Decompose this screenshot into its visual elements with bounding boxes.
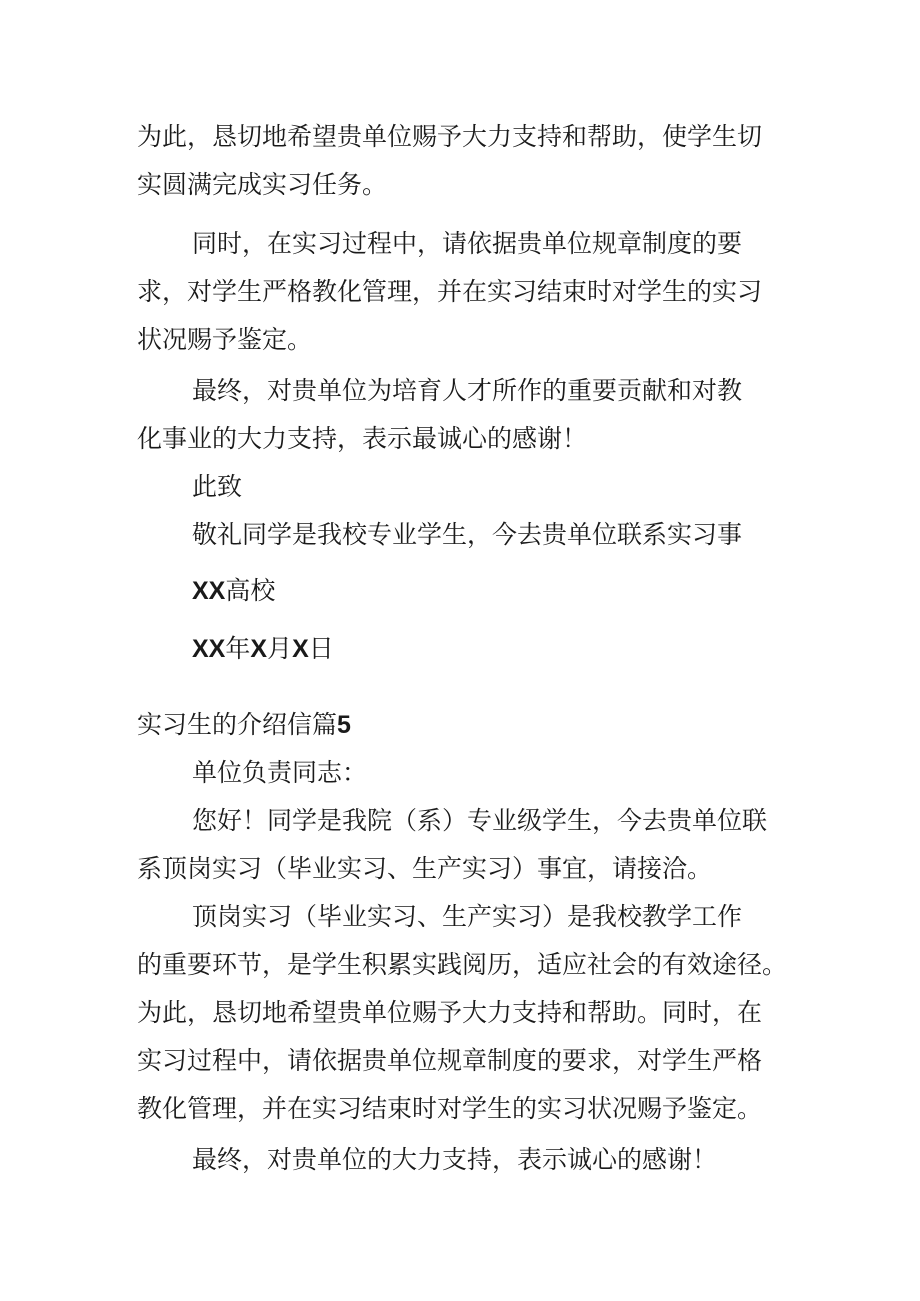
paragraph-line: 最终，对贵单位为培育人才所作的重要贡献和对教 <box>192 376 743 405</box>
paragraph-line: 求，对学生严格教化管理，并在实习结束时对学生的实习 <box>137 277 763 306</box>
org-prefix: XX <box>192 577 226 605</box>
closing-salutation: 此致 <box>192 472 243 501</box>
org-suffix: 高校 <box>225 576 276 605</box>
paragraph-line: 实圆满完成实习任务。 <box>137 170 388 199</box>
letter-salutation: 单位负责同志： <box>192 758 368 787</box>
date-year-value: XX <box>192 635 226 663</box>
date-month-label: 月 <box>267 634 293 663</box>
paragraph-line: 为此，恳切地希望贵单位赐予大力支持和帮助。同时，在 <box>137 998 763 1027</box>
section-title <box>137 710 787 740</box>
paragraph-line: 的重要环节，是学生积累实践阅历，适应社会的有效途径。 <box>137 950 788 979</box>
paragraph-line: 同时，在实习过程中，请依据贵单位规章制度的要 <box>192 229 743 258</box>
paragraph-line: 顶岗实习（毕业实习、生产实习）是我校教学工作 <box>192 902 743 931</box>
closing-regards: 敬礼同学是我校专业学生，今去贵单位联系实习事 <box>192 520 743 549</box>
signature-organization <box>192 576 842 606</box>
paragraph-line: 实习过程中，请依据贵单位规章制度的要求，对学生严格 <box>137 1046 763 1075</box>
date-month-value: X <box>250 635 268 663</box>
date-day-label: 日 <box>308 634 334 663</box>
paragraph-line: 系顶岗实习（毕业实习、生产实习）事宜，请接洽。 <box>137 854 713 883</box>
paragraph-line: 为此，恳切地希望贵单位赐予大力支持和帮助，使学生切 <box>137 122 763 151</box>
paragraph-line: 教化管理，并在实习结束时对学生的实习状况赐予鉴定。 <box>137 1094 763 1123</box>
signature-date <box>192 634 842 664</box>
paragraph-line: 状况赐予鉴定。 <box>137 325 313 354</box>
date-day-value: X <box>292 635 309 663</box>
date-year-label: 年 <box>225 634 251 663</box>
paragraph-line: 您好！同学是我院（系）专业级学生，今去贵单位联 <box>192 806 768 835</box>
paragraph-line: 最终，对贵单位的大力支持，表示诚心的感谢！ <box>192 1145 718 1174</box>
section-title-number: 5 <box>337 711 351 739</box>
section-title-text: 实习生的介绍信篇 <box>137 710 338 739</box>
paragraph-line: 化事业的大力支持，表示最诚心的感谢！ <box>137 424 588 453</box>
